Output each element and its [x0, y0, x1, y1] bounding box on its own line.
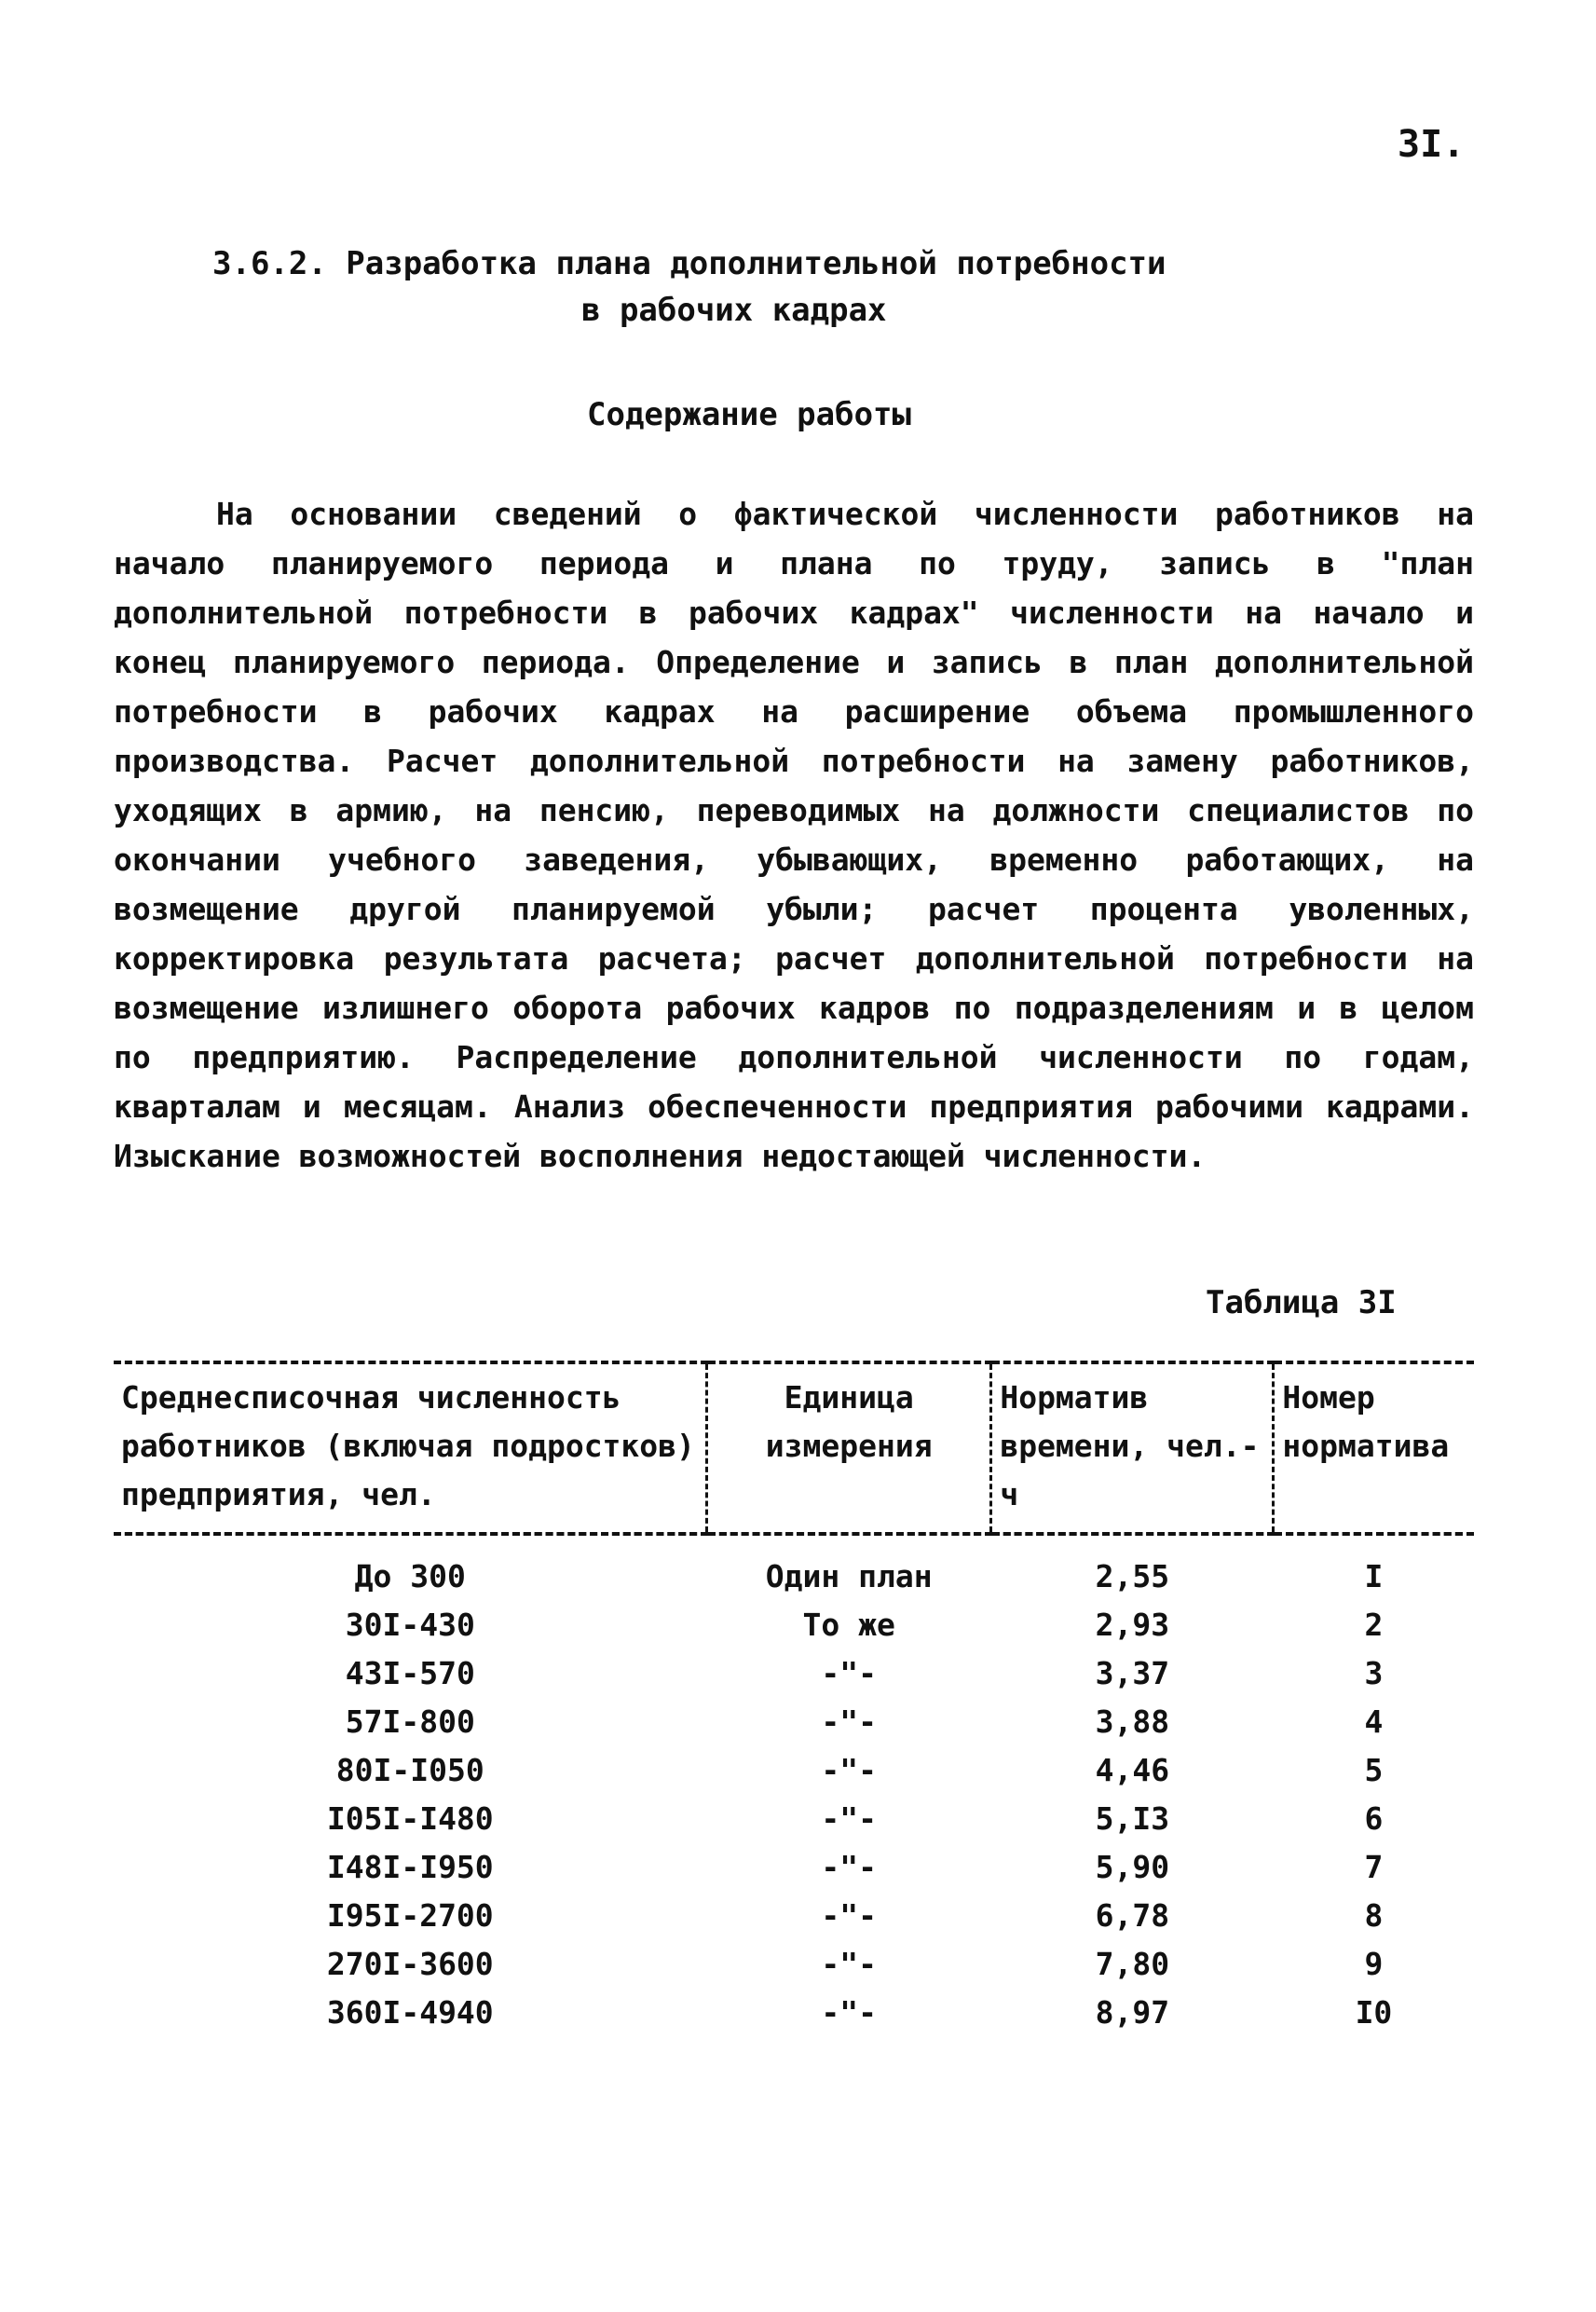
cell-number: 5	[1364, 1752, 1384, 1788]
cell-staff: 360I-4940	[326, 1994, 494, 2031]
cell-unit: -"-	[821, 1897, 877, 1934]
cell-unit: -"-	[821, 1994, 877, 2031]
section-heading-line2: в рабочих кадрах	[581, 292, 887, 329]
table-row	[114, 1649, 1474, 1698]
cell-number: I0	[1355, 1994, 1393, 2031]
table-row	[114, 1892, 1474, 1940]
table-row	[114, 1795, 1474, 1843]
table-caption: Таблица 3I	[1206, 1284, 1397, 1321]
header-unit: Единица измерения	[707, 1362, 991, 1534]
cell-unit: -"-	[821, 1655, 877, 1691]
cell-unit: Один план	[765, 1558, 933, 1594]
table-row	[114, 1843, 1474, 1892]
cell-norm: 4,46	[1095, 1752, 1170, 1788]
cell-staff: I95I-2700	[326, 1897, 494, 1934]
cell-staff: 43I-570	[345, 1655, 475, 1691]
cell-norm: 3,88	[1095, 1703, 1170, 1740]
table-row	[114, 1534, 1474, 1601]
header-norm: Норматив времени, чел.-ч	[991, 1362, 1274, 1534]
cell-number: 3	[1364, 1655, 1384, 1691]
cell-number: 7	[1364, 1849, 1384, 1885]
body-paragraph: На основании сведений о фактической численности работников на начало планируемого периода и плана по труду, запись в "план дополнительной потребности в рабочих кадрах" численности на начало и конец планируемого периода. Определение и запись в план дополнительной потребности в рабочих кадрах на расширение объема промышленного производства. Расчет дополнительной потребности на замену работников, уходящих в армию, на пенсию, переводимых на должности специалистов по окончании учебного заведения, убывающих, временно работающих, на возмещение другой планируемой убыли; расчет процента уволенных, корректировка результата расчета; расчет дополнительной потребности на возмещение излишнего оборота рабочих кадров по подразделениям и в целом по предприятию. Распределение дополнительной численности по годам, кварталам и месяцам. Анализ обеспеченности предприятия рабочими кадрами. Изыскание возможностей восполнения недостающей численности.	[114, 496, 1474, 1174]
cell-norm: 5,90	[1095, 1849, 1170, 1885]
cell-number: I	[1364, 1558, 1384, 1594]
cell-number: 9	[1364, 1946, 1384, 1982]
cell-norm: 8,97	[1095, 1994, 1170, 2031]
header-staff: Среднесписочная численность работников (включая подростков) предприятия, чел.	[114, 1362, 707, 1534]
cell-number: 8	[1364, 1897, 1384, 1934]
cell-staff: До 300	[354, 1558, 466, 1594]
table-row	[114, 1989, 1474, 2037]
cell-staff: 57I-800	[345, 1703, 475, 1740]
section-heading-line1: 3.6.2. Разработка плана дополнительной потребности	[212, 245, 1166, 282]
page-number: 3I.	[1398, 123, 1466, 166]
table-row	[114, 1940, 1474, 1989]
header-number: Номер норматива	[1274, 1362, 1474, 1534]
cell-number: 4	[1364, 1703, 1384, 1740]
table-row	[114, 1601, 1474, 1649]
cell-unit: -"-	[821, 1752, 877, 1788]
cell-staff: 270I-3600	[326, 1946, 494, 1982]
cell-number: 6	[1364, 1800, 1384, 1837]
section-heading	[212, 240, 1330, 334]
table-row	[114, 1746, 1474, 1795]
cell-norm: 2,55	[1095, 1558, 1170, 1594]
cell-norm: 3,37	[1095, 1655, 1170, 1691]
cell-norm: 2,93	[1095, 1607, 1170, 1643]
cell-staff: I05I-I480	[326, 1800, 494, 1837]
cell-unit: -"-	[821, 1946, 877, 1982]
cell-norm: 7,80	[1095, 1946, 1170, 1982]
norms-table	[114, 1361, 1474, 2037]
table-header-row	[114, 1362, 1474, 1534]
cell-unit: -"-	[821, 1849, 877, 1885]
table-row	[114, 1698, 1474, 1746]
cell-number: 2	[1364, 1607, 1384, 1643]
cell-norm: 5,I3	[1095, 1800, 1170, 1837]
cell-unit: -"-	[821, 1703, 877, 1740]
subheading: Содержание работы	[587, 396, 911, 433]
cell-unit: То же	[802, 1607, 895, 1643]
cell-unit: -"-	[821, 1800, 877, 1837]
cell-norm: 6,78	[1095, 1897, 1170, 1934]
cell-staff: I48I-I950	[326, 1849, 494, 1885]
cell-staff: 80I-I050	[335, 1752, 484, 1788]
cell-staff: 30I-430	[345, 1607, 475, 1643]
